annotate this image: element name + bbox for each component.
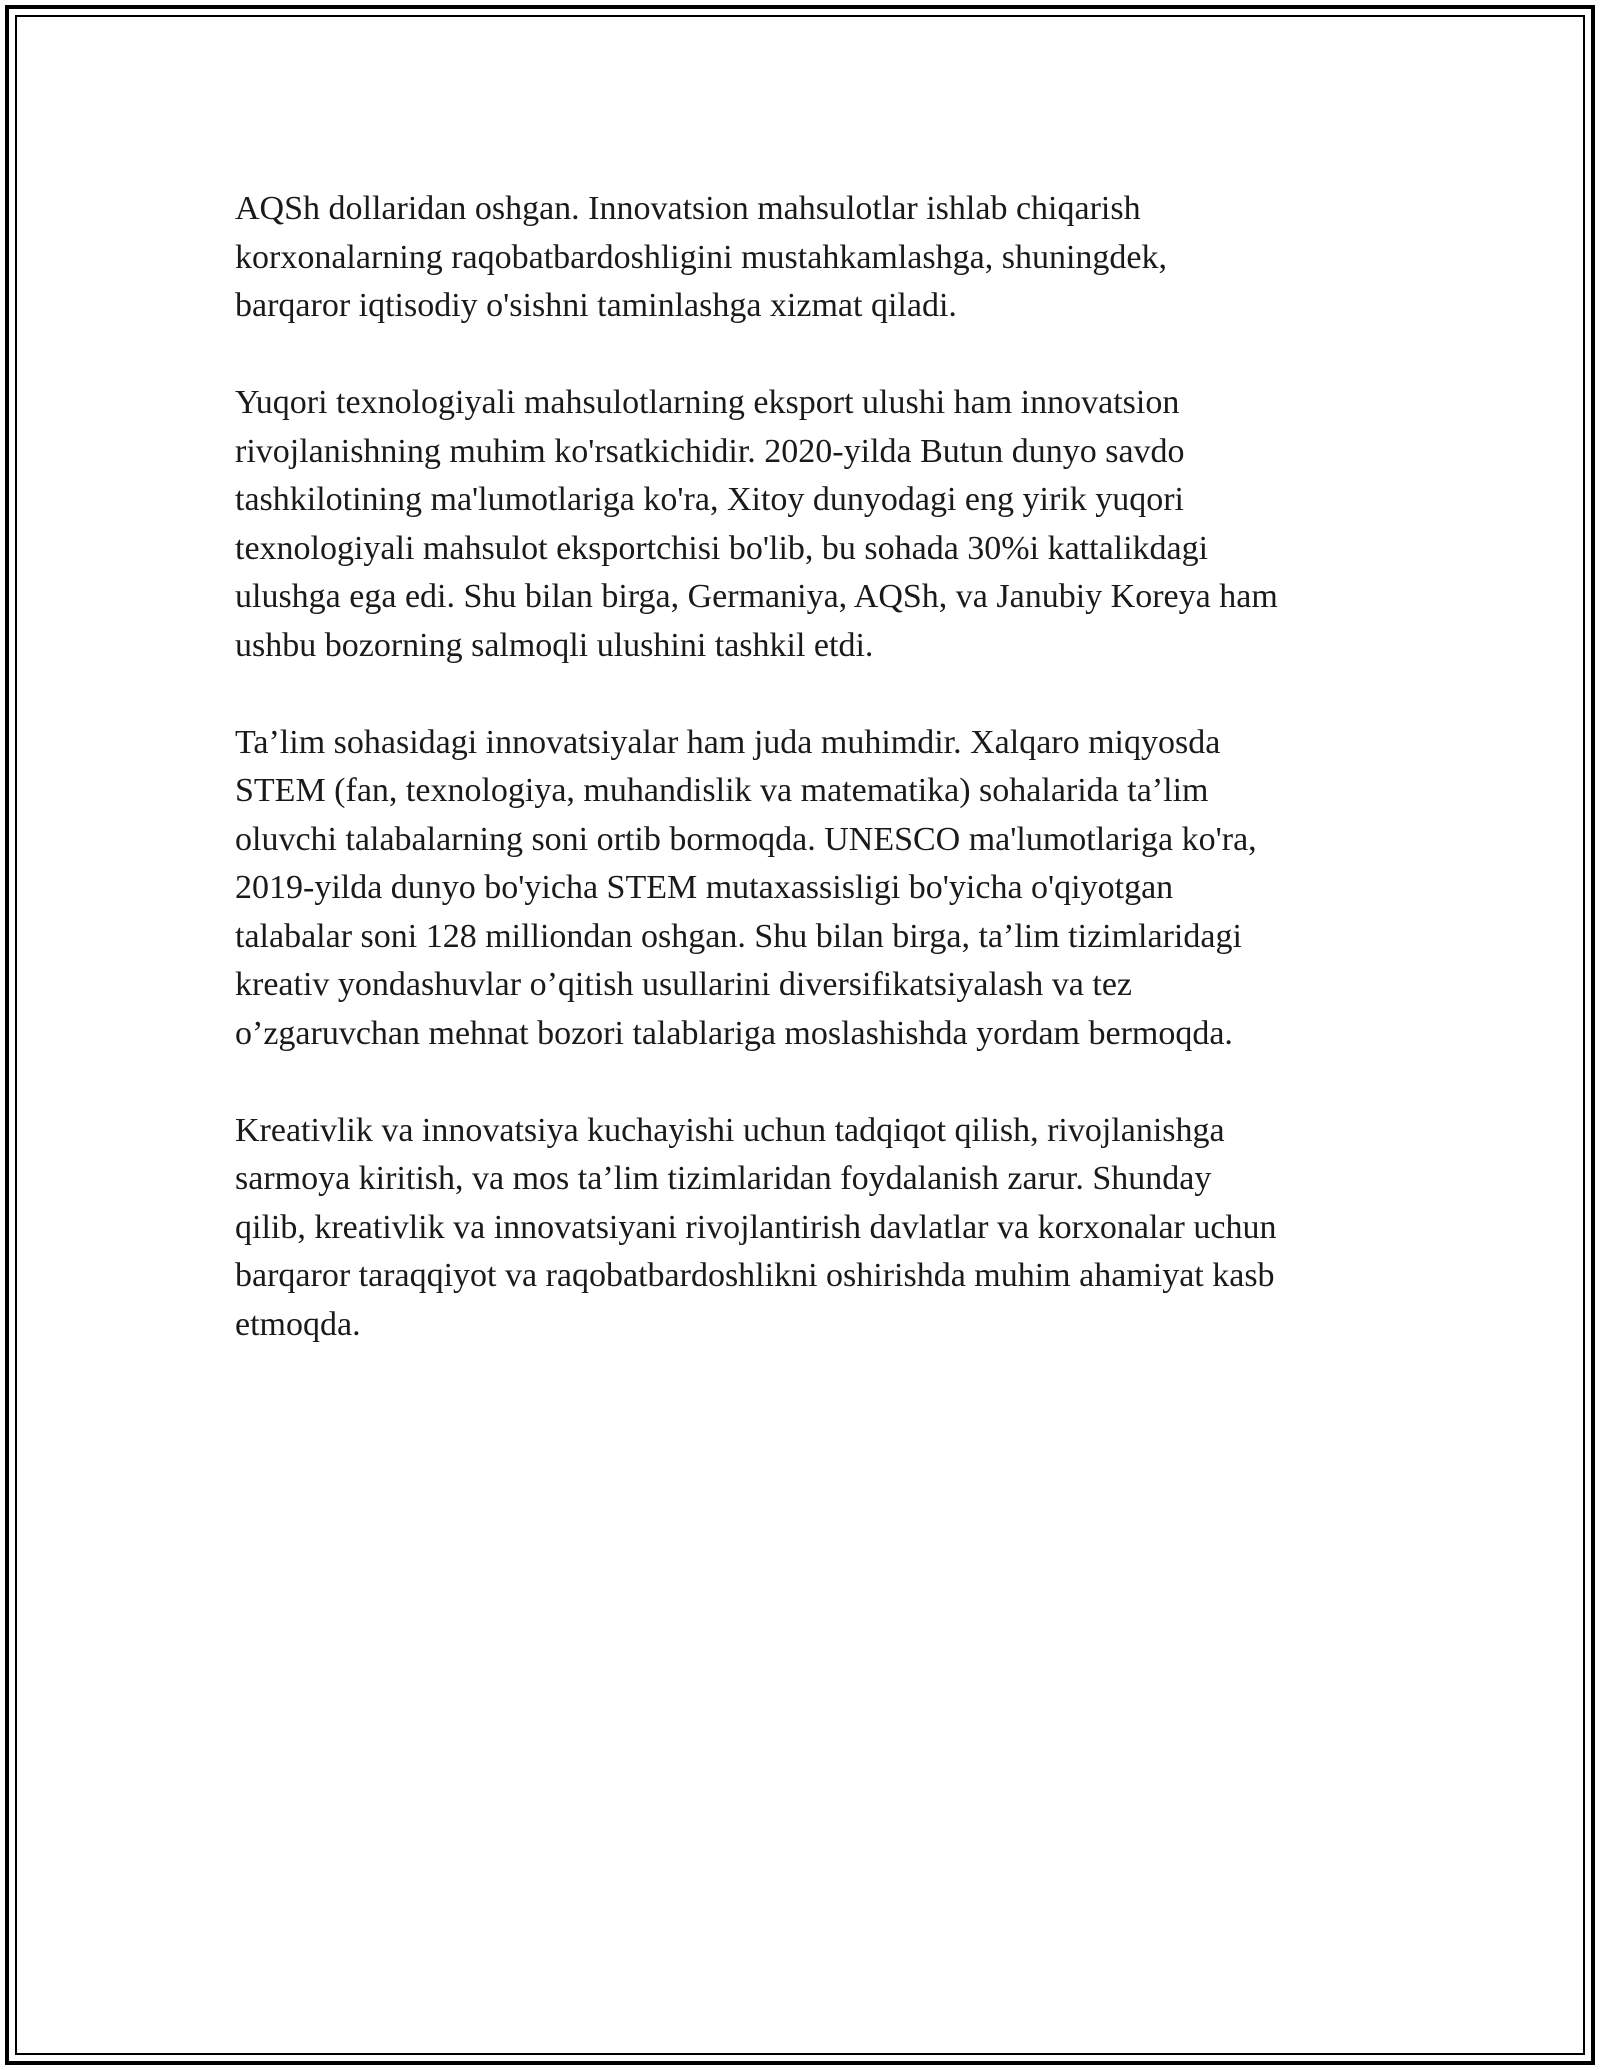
paragraph-4: Kreativlik va innovatsiya kuchayishi uchun tadqiqot qilish, rivojlanishga sarmoya kiritish, va mos ta’lim tizimlaridan foydalanish zarur. Shunday qilib, kreativlik va innovatsiyani rivojlantirish davlatlar va korxonalar uchun barqaror taraqqiyot va raqobatbardoshlikni oshirishda muhim ahamiyat kasb etmoqda. [235,1111,1277,1343]
paragraph-3: Ta’lim sohasidagi innovatsiyalar ham juda muhimdir. Xalqaro miqyosda STEM (fan, texnologiya, muhandislik va matematika) sohalarida ta’lim oluvchi talabalarning soni ortib bormoqda. UNESCO ma'lumotlariga ko'ra, 2019-yilda dunyo bo'yicha STEM mutaxassisligi bo'yicha o'qiyotgan talabalar soni 128 milliondan oshgan. Shu bilan birga, ta’lim tizimlaridagi kreativ yondashuvlar o’qitish usullarini diversifikatsiyalash va tez o’zgaruvchan mehnat bozori talablariga moslashishda yordam bermoqda. [235,723,1257,1052]
paragraph-1: AQSh dollaridan oshgan. Innovatsion mahsulotlar ishlab chiqarish korxonalarning raqobatbardoshligini mustahkamlashga, shuningdek, barqaror iqtisodiy o'sishni taminlashga xizmat qiladi. [235,190,1167,324]
document-body [235,185,1385,1398]
paragraph-2: Yuqori texnologiyali mahsulotlarning eksport ulushi ham innovatsion rivojlanishning muhim ko'rsatkichidir. 2020-yilda Butun dunyo savdo tashkilotining ma'lumotlariga ko'ra, Xitoy dunyodagi eng yirik yuqori texnologiyali mahsulot eksportchisi bo'lib, bu sohada 30%i kattalikdagi ulushga ega edi. Shu bilan birga, Germaniya, AQSh, va Janubiy Koreya ham ushbu bozorning salmoqli ulushini tashkil etdi. [235,384,1278,664]
